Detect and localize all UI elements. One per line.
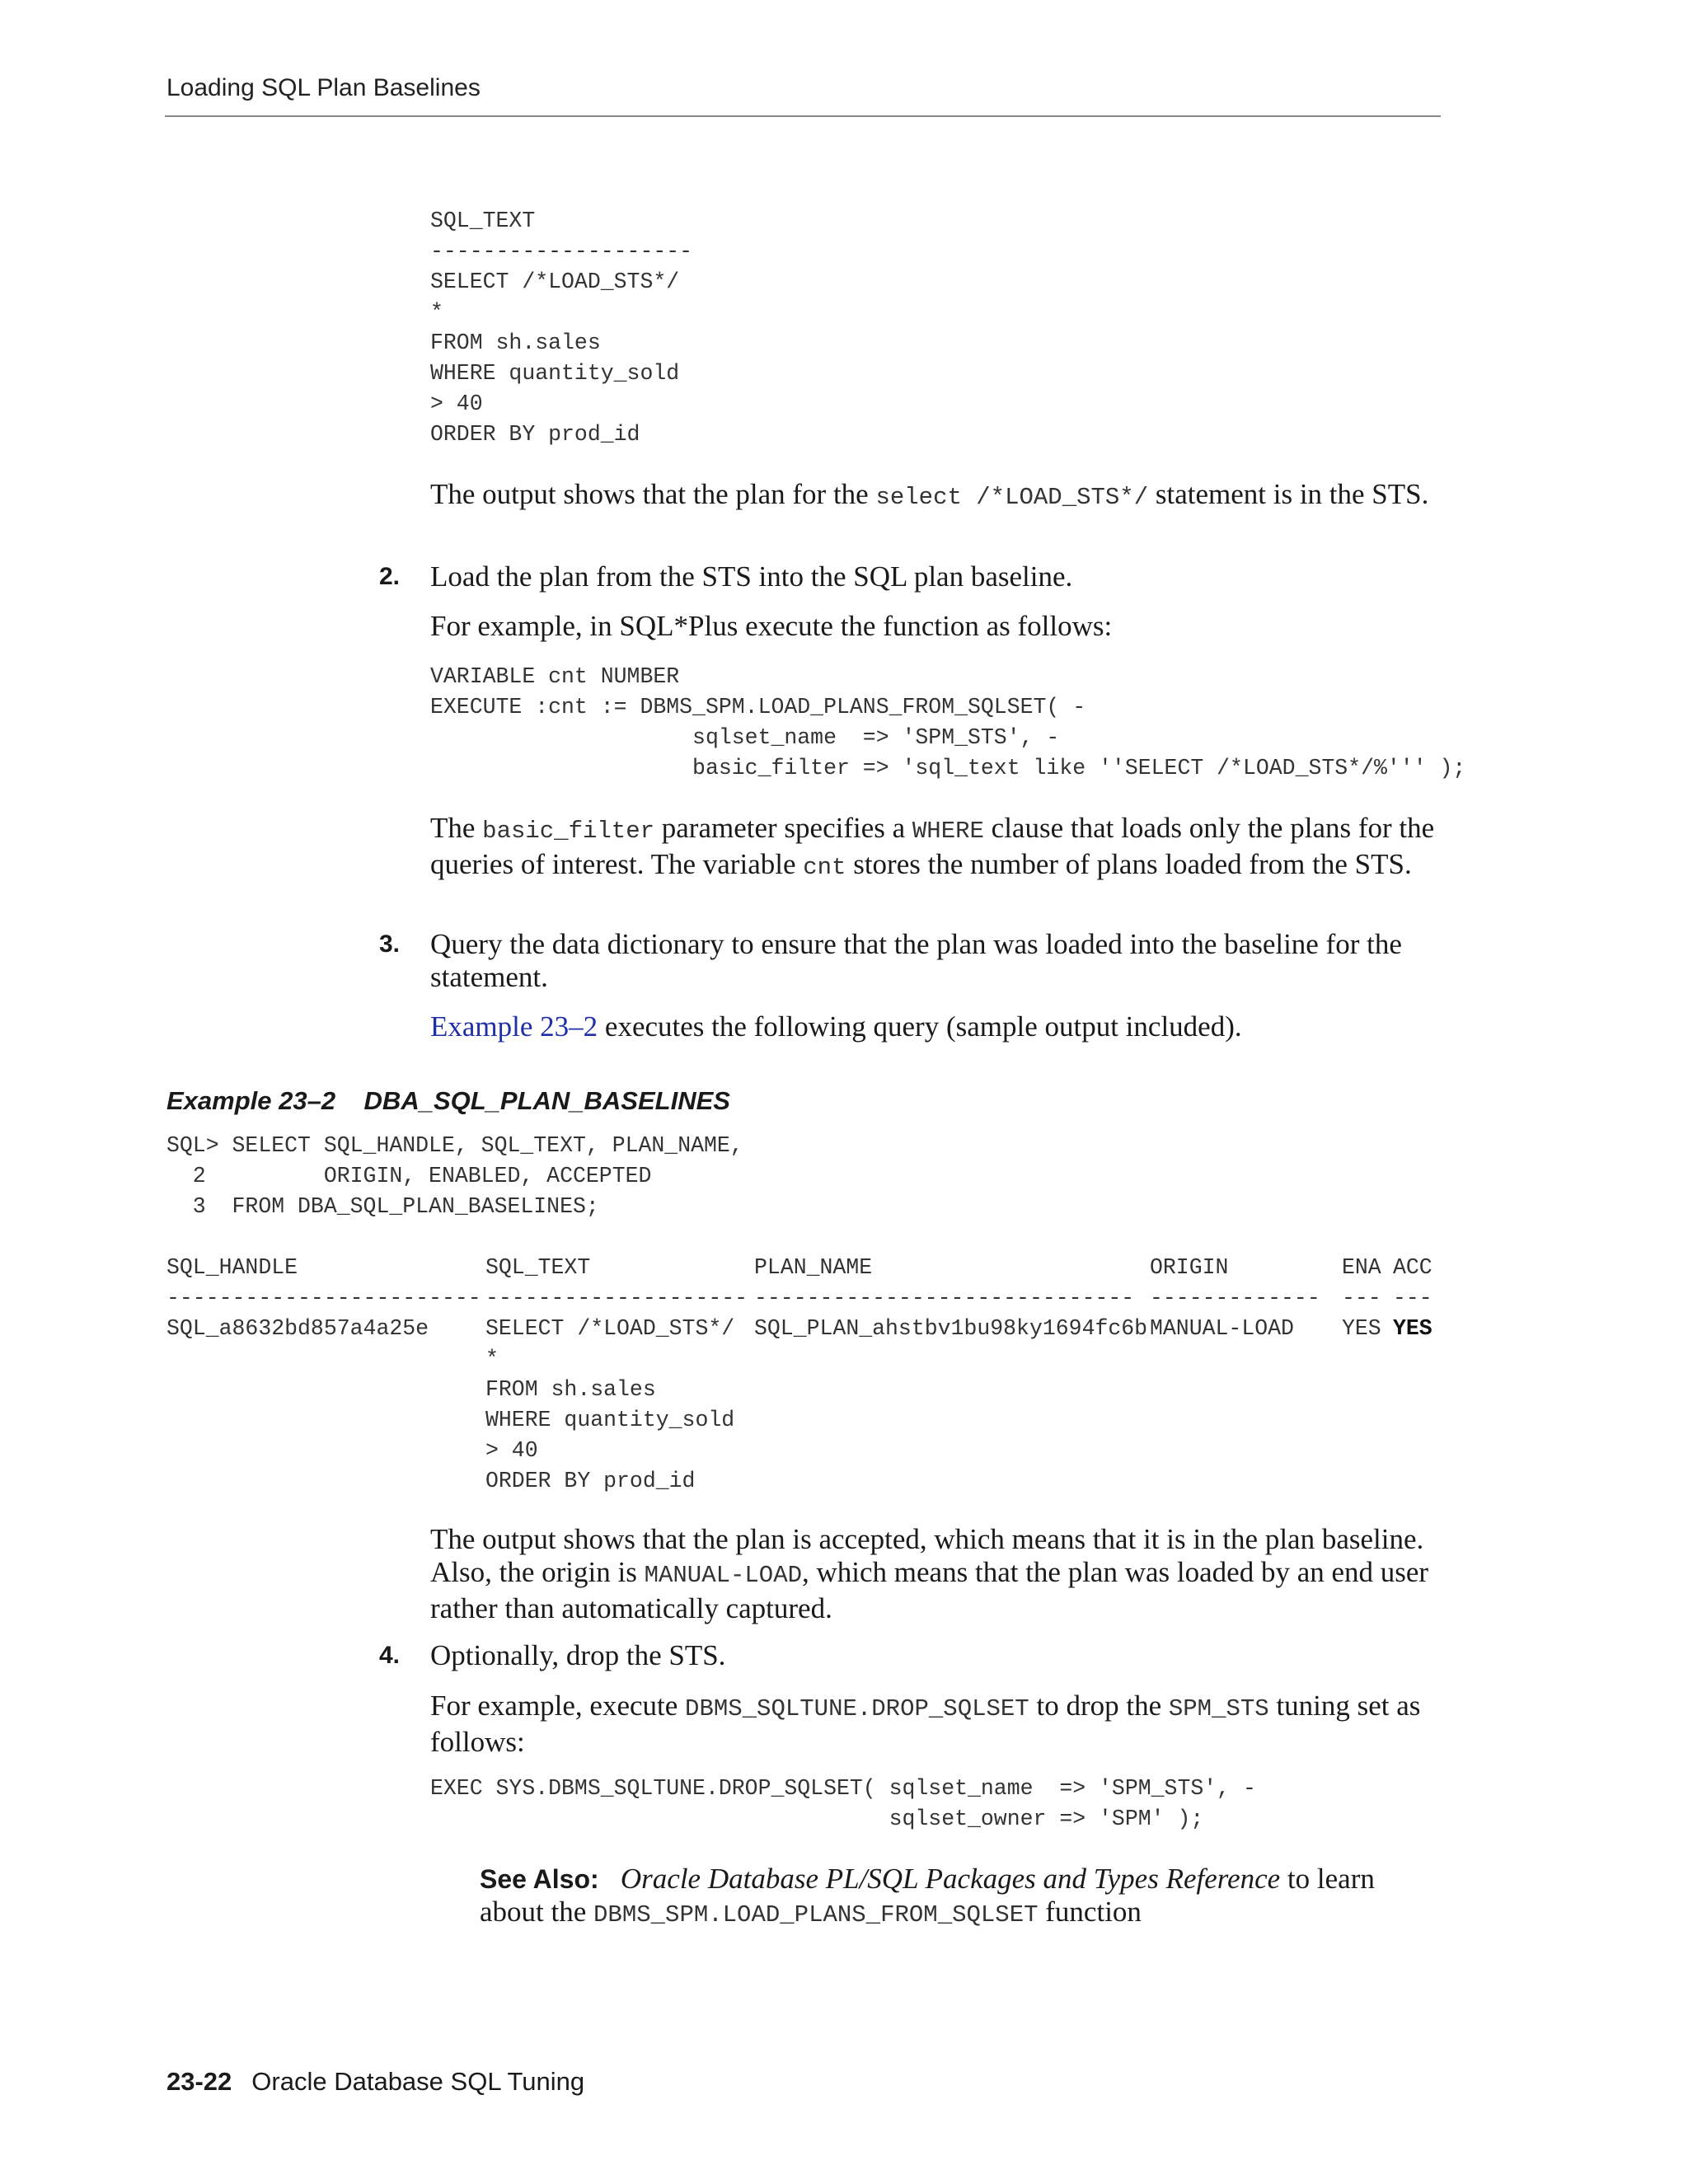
result-separator: ----------------------------- (754, 1286, 1135, 1310)
step-3-example-ref (430, 1010, 1444, 1043)
result-separator: --- (1393, 1286, 1432, 1310)
example-title: Example 23–2 DBA_SQL_PLAN_BASELINES (166, 1086, 730, 1115)
result-separator: ------------------------ (166, 1286, 481, 1310)
result-col-sql-text: SQL_TEXT (485, 1255, 591, 1280)
see-also-note (480, 1863, 1428, 1932)
step-2-text: Load the plan from the STS into the SQL plan baseline. (430, 560, 1073, 593)
result-col-sql-handle: SQL_HANDLE (166, 1255, 298, 1280)
code-block-query: SQL> SELECT SQL_HANDLE, SQL_TEXT, PLAN_NAME, 2 ORIGIN, ENABLED, ACCEPTED 3 FROM DBA_SQL_PLAN_BASELINES; (166, 1133, 743, 1219)
page-footer (166, 2067, 584, 2097)
code-block-drop-sqlset: EXEC SYS.DBMS_SQLTUNE.DROP_SQLSET( sqlset_name => 'SPM_STS', - sqlset_owner => 'SPM' ); (430, 1776, 1256, 1831)
result-col-acc: ACC (1393, 1255, 1432, 1280)
page-number: 23-22 (166, 2067, 232, 2096)
result-cell-origin: MANUAL-LOAD (1150, 1316, 1294, 1341)
text: The output shows that the plan is accepted, which means that it is in the plan baseline. Also, the origin is (430, 1523, 1424, 1588)
result-separator: -------------------- (485, 1286, 748, 1310)
result-cell-ena: YES (1342, 1316, 1381, 1341)
inline-code: SPM_STS (1168, 1695, 1269, 1722)
text: parameter specifies a (654, 812, 912, 844)
reference-title: Oracle Database PL/SQL Packages and Types Reference (620, 1863, 1281, 1895)
paragraph-basic-filter (430, 812, 1444, 884)
inline-code: cnt (803, 854, 846, 881)
step-4-text: Optionally, drop the STS. (430, 1639, 726, 1671)
text: function (1038, 1896, 1142, 1928)
book-title: Oracle Database SQL Tuning (251, 2067, 585, 2096)
result-col-ena: ENA (1342, 1255, 1381, 1280)
see-also-label: See Also: (480, 1864, 599, 1894)
text: For example, execute (430, 1690, 686, 1722)
inline-code: WHERE (912, 818, 984, 845)
paragraph-plan-in-sts (430, 478, 1444, 514)
text: tuning set as follows: (430, 1690, 1421, 1758)
inline-code: MANUAL-LOAD (644, 1562, 803, 1589)
inline-code: select /*LOAD_STS*/ (875, 484, 1149, 511)
running-header: Loading SQL Plan Baselines (166, 74, 481, 101)
text: clause that loads only the plans for the queries of interest. The variable (430, 812, 1435, 880)
code-block-sql-text: SQL_TEXT -------------------- SELECT /*LOAD_STS*/ * FROM sh.sales WHERE quantity_sold > 40 ORDER BY prod_id (430, 209, 693, 447)
text: The (430, 812, 483, 844)
paragraph-drop-sqlset (430, 1690, 1444, 1759)
paragraph-plan-accepted (430, 1523, 1444, 1625)
result-col-origin: ORIGIN (1150, 1255, 1229, 1280)
step-number-2: 2. (379, 563, 401, 590)
text: to drop the (1029, 1690, 1169, 1722)
result-separator: --- (1342, 1286, 1381, 1310)
code-block-load-plans: VARIABLE cnt NUMBER EXECUTE :cnt := DBMS_SPM.LOAD_PLANS_FROM_SQLSET( - sqlset_name => 'SPM_STS', - basic_filter => 'sql_text like ''SELECT /*LOAD_STS*/%''' ); (430, 664, 1466, 780)
result-separator: ------------- (1150, 1286, 1320, 1310)
result-cell-plan-name: SQL_PLAN_ahstbv1bu98ky1694fc6b (754, 1316, 1148, 1341)
inline-code: basic_filter (482, 818, 655, 845)
step-3-text: Query the data dictionary to ensure that the plan was loaded into the baseline for the statement. (430, 928, 1402, 993)
step-number-3: 3. (379, 930, 401, 958)
result-cell-sql-text: SELECT /*LOAD_STS*/ * FROM sh.sales WHERE quantity_sold > 40 ORDER BY prod_id (485, 1316, 735, 1493)
step-2-example-intro: For example, in SQL*Plus execute the function as follows: (430, 610, 1113, 642)
result-cell-acc: YES (1393, 1316, 1432, 1341)
inline-code: DBMS_SQLTUNE.DROP_SQLSET (685, 1695, 1029, 1722)
result-cell-sql-handle: SQL_a8632bd857a4a25e (166, 1316, 429, 1341)
text: executes the following query (sample output included). (598, 1010, 1242, 1043)
inline-code: DBMS_SPM.LOAD_PLANS_FROM_SQLSET (593, 1901, 1039, 1929)
text: statement is in the STS. (1148, 478, 1429, 510)
header-rule (165, 115, 1441, 117)
example-link[interactable]: Example 23–2 (430, 1010, 598, 1043)
text: , which means that the plan was loaded by an end user rather than automatically captured. (430, 1556, 1429, 1624)
text: The output shows that the plan for the (430, 478, 876, 510)
result-col-plan-name: PLAN_NAME (754, 1255, 873, 1280)
text: to learn about the (480, 1863, 1375, 1928)
text: stores the number of plans loaded from the STS. (846, 848, 1412, 880)
step-number-4: 4. (379, 1642, 401, 1669)
